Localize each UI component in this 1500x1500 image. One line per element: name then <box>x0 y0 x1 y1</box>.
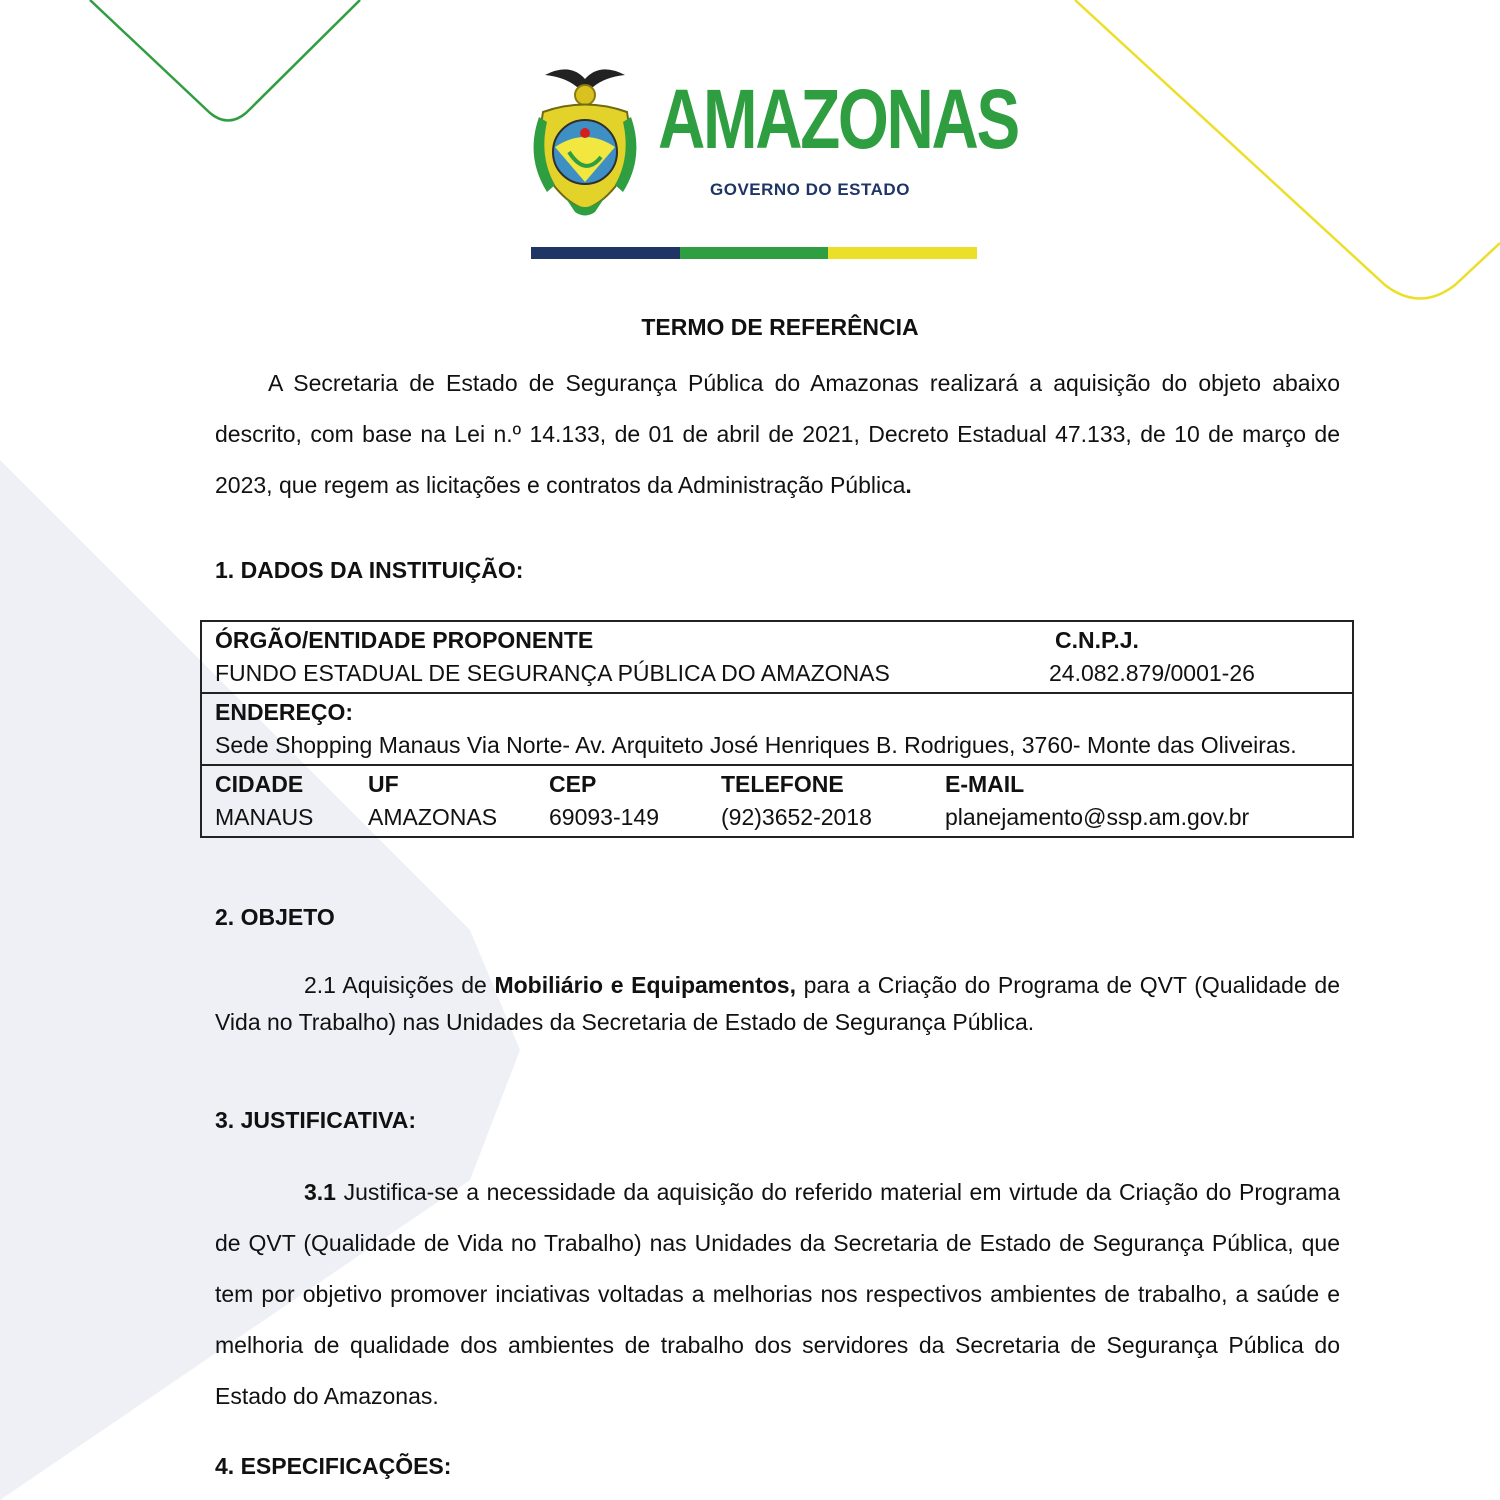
cnpj-label: C.N.P.J. <box>1055 627 1139 653</box>
orgao-label: ÓRGÃO/ENTIDADE PROPONENTE <box>215 627 594 653</box>
section3-heading: 3. JUSTIFICATIVA: <box>215 1107 417 1133</box>
section1-heading: 1. DADOS DA INSTITUIÇÃO: <box>215 557 524 583</box>
brand-logo-subtitle: GOVERNO DO ESTADO <box>710 180 910 199</box>
endereco-label: ENDEREÇO: <box>215 699 354 725</box>
telefone-label: TELEFONE <box>721 771 844 797</box>
cidade-label: CIDADE <box>215 771 304 797</box>
intro-end: . <box>905 472 912 498</box>
contact-cell <box>201 765 1353 837</box>
section3-paragraph <box>215 1167 1340 1422</box>
orgao-value: FUNDO ESTADUAL DE SEGURANÇA PÚBLICA DO AMAZONAS <box>215 660 890 686</box>
institution-data-table <box>200 620 1354 838</box>
endereco-value: Sede Shopping Manaus Via Norte- Av. Arquiteto José Henriques B. Rodrigues, 3760- Monte das Oliveiras. <box>215 732 1297 758</box>
cep-value: 69093-149 <box>549 804 659 830</box>
document-title: TERMO DE REFERÊNCIA <box>641 314 919 340</box>
brand-logo-wordmark: AMAZONAS <box>658 72 1018 166</box>
section2-paragraph <box>215 967 1340 1041</box>
section3-text: Justifica-se a necessidade da aquisição do referido material em virtude da Criação do Programa de QVT (Qualidade de Vida no Trabalho) nas Unidades da Secretaria de Estado de Segurança Pública, que tem por objetivo promover inciativas voltadas a melhorias nos respectivos ambientes de trabalho, a saúde e melhoria de qualidade dos ambientes de trabalho dos servidores da Secretaria de Segurança Pública do Estado do Amazonas. <box>215 1179 1340 1409</box>
intro-text: A Secretaria de Estado de Segurança Pública do Amazonas realizará a aquisição do objeto abaixo descrito, com base na Lei n.º 14.133, de 01 de abril de 2021, Decreto Estadual 47.133, de 10 de março de 2023, que regem as licitações e contratos da Administração Pública <box>215 370 1340 498</box>
cnpj-value: 24.082.879/0001-26 <box>1049 660 1255 686</box>
endereco-cell <box>201 693 1353 765</box>
coat-of-arms-icon <box>525 57 645 222</box>
email-value: planejamento@ssp.am.gov.br <box>945 804 1250 830</box>
section2-text-pre: 2.1 Aquisições de <box>304 972 495 998</box>
section4-heading: 4. ESPECIFICAÇÕES: <box>215 1453 452 1479</box>
cep-label: CEP <box>549 771 597 797</box>
orgao-cell <box>201 621 1353 693</box>
uf-label: UF <box>368 771 399 797</box>
telefone-value: (92)3652-2018 <box>721 804 872 830</box>
intro-paragraph <box>215 358 1340 511</box>
uf-value: AMAZONAS <box>368 804 498 830</box>
cidade-value: MANAUS <box>215 804 314 830</box>
tricolor-stripe <box>531 247 977 259</box>
government-header <box>520 55 1018 270</box>
section2-text-bold: Mobiliário e Equipamentos, <box>494 972 796 998</box>
section2-heading: 2. OBJETO <box>215 904 335 930</box>
section2-text-post: para a Criação do Programa de QVT (Qualidade de Vida no Trabalho) nas Unidades da Secretaria de Estado de Segurança Pública. <box>215 972 1340 1035</box>
email-label: E-MAIL <box>945 771 1025 797</box>
section3-num: 3.1 <box>304 1179 336 1205</box>
